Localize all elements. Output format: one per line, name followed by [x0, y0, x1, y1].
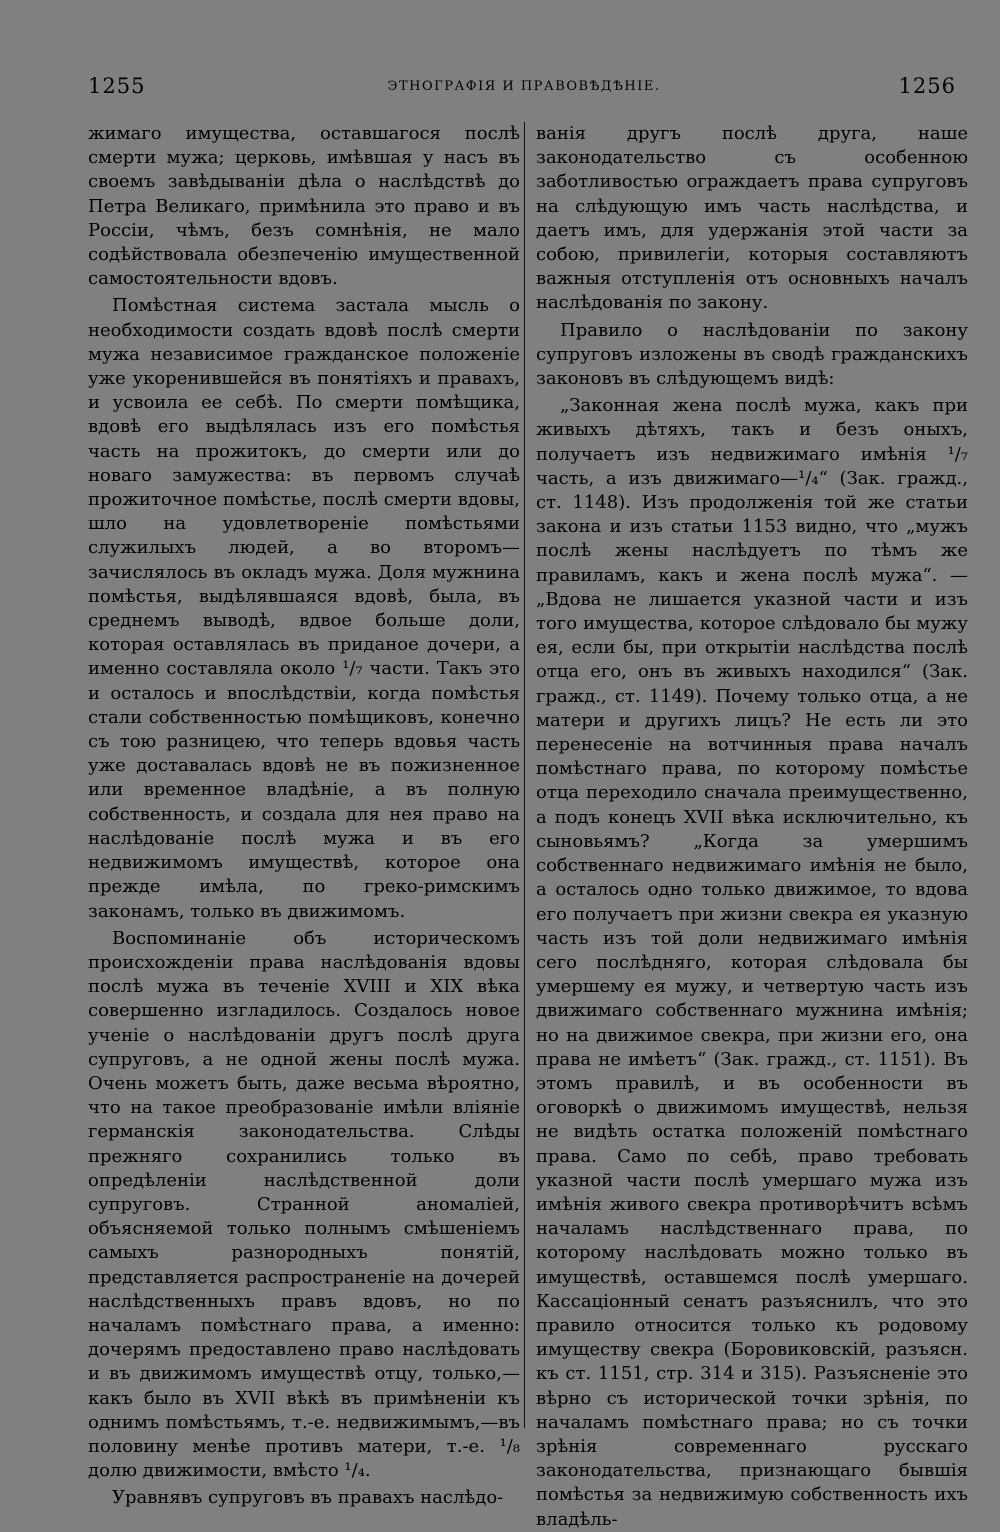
left-column	[88, 122, 520, 1511]
paragraph: „Законная жена послѣ мужа, какъ при живыхъ дѣтяхъ, такъ и безъ оныхъ, получаетъ изъ недвижимаго имѣнія ¹/₇ часть, а изъ движимаго—¹/₄“ (Зак. гражд., ст. 1148). Изъ продолженія той же статьи закона и изъ статьи 1153 видно, что „мужъ послѣ жены наслѣдуетъ по тѣмъ же правиламъ, какъ и жена послѣ мужа“. — „Вдова не лишается указной части и изъ того имущества, которое слѣдовало бы мужу ея, если бы, при открытіи наслѣдства послѣ отца его, онъ въ живыхъ находился“ (Зак. гражд., ст. 1149). Почему только отца, а не матери и другихъ лицъ? Не есть ли это перенесеніе на вотчинныя права началъ помѣстнаго права, по которому помѣстье отца переходило сначала преимущественно, а подъ конецъ XVII вѣка исключительно, къ сыновьямъ? „Когда за умершимъ собственнаго недвижимаго имѣнія не было, а осталось одно только движимое, то вдова его получаетъ при жизни свекра ея указную часть изъ той доли недвижимаго имѣнія сего послѣдняго, которая слѣдовала бы умершему ея мужу, и четвертую часть изъ движимаго собственнаго мужнина имѣнія; но на движимое свекра, при жизни его, она права не имѣетъ“ (Зак. гражд., ст. 1151). Въ этомъ правилѣ, и въ особенности въ оговоркѣ о движимомъ имуществѣ, нельзя не видѣть остатка положеній помѣстнаго права. Само по себѣ, право требовать указной части послѣ умершаго мужа изъ имѣнія живого свекра противорѣчитъ всѣмъ началамъ наслѣдственнаго права, по которому наслѣдовать можно только въ имуществѣ, оставшемся послѣ умершаго. Кассаціонный сенатъ разъяснилъ, что это правило относится только къ родовому имуществу свекра (Боровиковскій, разъясн. къ ст. 1151, стр. 314 и 315). Разъясненіе это вѣрно съ исторической точки зрѣнія, по началамъ помѣстнаго права; но съ точки зрѣнія современнаго русскаго законодательства, признающаго бывшія помѣстья за недвижимую собственность ихъ владѣль-	[536, 395, 968, 1530]
page-number-right: 1256	[898, 74, 956, 98]
paragraph: Воспоминаніе объ историческомъ происхожденіи права наслѣдованія вдовы послѣ мужа въ теченіе XVIII и XIX вѣка совершенно изгладилось. Создалось новое ученіе о наслѣдованіи другъ послѣ друга супруговъ, а не одной жены послѣ мужа. Очень можетъ быть, даже весьма вѣроятно, что на такое преобразованіе имѣли вліяніе германскія законодательства. Слѣды прежняго сохранились только въ опредѣленіи наслѣдственной доли супруговъ. Странной аномаліей, объясняемой только полнымъ смѣшеніемъ самыхъ разнородныхъ понятій, представляется распространеніе на дочерей наслѣдственныхъ правъ вдовъ, но по началамъ помѣстнаго права, а именно: дочерямъ предоставлено право наслѣдовать и въ движимомъ имуществѣ отцу, только,—какъ было въ XVII вѣкѣ въ примѣненіи къ однимъ помѣстьямъ, т.-е. недвижимымъ,—въ половину менѣе противъ матери, т.-е. ¹/₈ долю движимости, вмѣсто ¹/₄.	[88, 927, 520, 1482]
paragraph: ванія другъ послѣ друга, наше законодательство съ особенною заботливостью ограждаетъ права супруговъ на слѣдующую имъ часть наслѣдства, и даетъ имъ, для удержанія этой части за собою, привилегіи, которыя составляютъ важныя отступленія отъ основныхъ началъ наслѣдованія по закону.	[536, 123, 968, 314]
paragraph: Уравнявъ супруговъ въ правахъ наслѣдо-	[112, 1487, 504, 1509]
paragraph: Правило о наслѣдованіи по закону супруговъ изложены въ сводѣ гражданскихъ законовъ въ слѣдующемъ видѣ:	[536, 319, 968, 390]
page-header	[88, 74, 960, 106]
column-divider	[524, 122, 525, 1428]
page-number-left: 1255	[88, 74, 146, 98]
right-column	[536, 122, 968, 1532]
paragraph: жимаго имущества, оставшагося послѣ смерти мужа; церковь, имѣвшая у насъ въ своемъ завѣдываніи дѣла о наслѣдствѣ до Петра Великаго, примѣнила это право и въ Россіи, чѣмъ, безъ сомнѣнія, не мало содѣйствовала обезпеченію имущественной самостоятельности вдовъ.	[88, 123, 520, 290]
paragraph: Помѣстная система застала мысль о необходимости создать вдовѣ послѣ смерти мужа независимое гражданское положеніе уже укоренившейся въ понятіяхъ и правахъ, и усвоила ее себѣ. По смерти помѣщика, вдовѣ его выдѣлялась изъ его помѣстья часть на прожитокъ, до смерти или до новаго замужества: въ первомъ случаѣ прожиточное помѣстье, послѣ смерти вдовы, шло на удовлетвореніе помѣстьями служилыхъ людей, а во второмъ—зачислялось въ окладъ мужа. Доля мужнина помѣстья, выдѣлявшаяся вдовѣ, была, въ среднемъ выводѣ, вдвое больше доли, которая оставлялась въ приданое дочери, а именно составляла около ¹/₇ части. Такъ это и осталось и впослѣдствіи, когда помѣстья стали собственностью помѣщиковъ, конечно съ тою разницею, что теперь вдовья часть уже доставалась вдовѣ не въ пожизненное или временное владѣніе, а въ полную собственность, и создала для нея право на наслѣдованіе послѣ мужа и въ его недвижимомъ имуществѣ, которое она прежде имѣла, по греко-римскимъ законамъ, только въ движимомъ.	[88, 295, 520, 922]
running-title: ЭТНОГРАФІЯ И ПРАВОВѢДѢНІЕ.	[387, 79, 661, 94]
